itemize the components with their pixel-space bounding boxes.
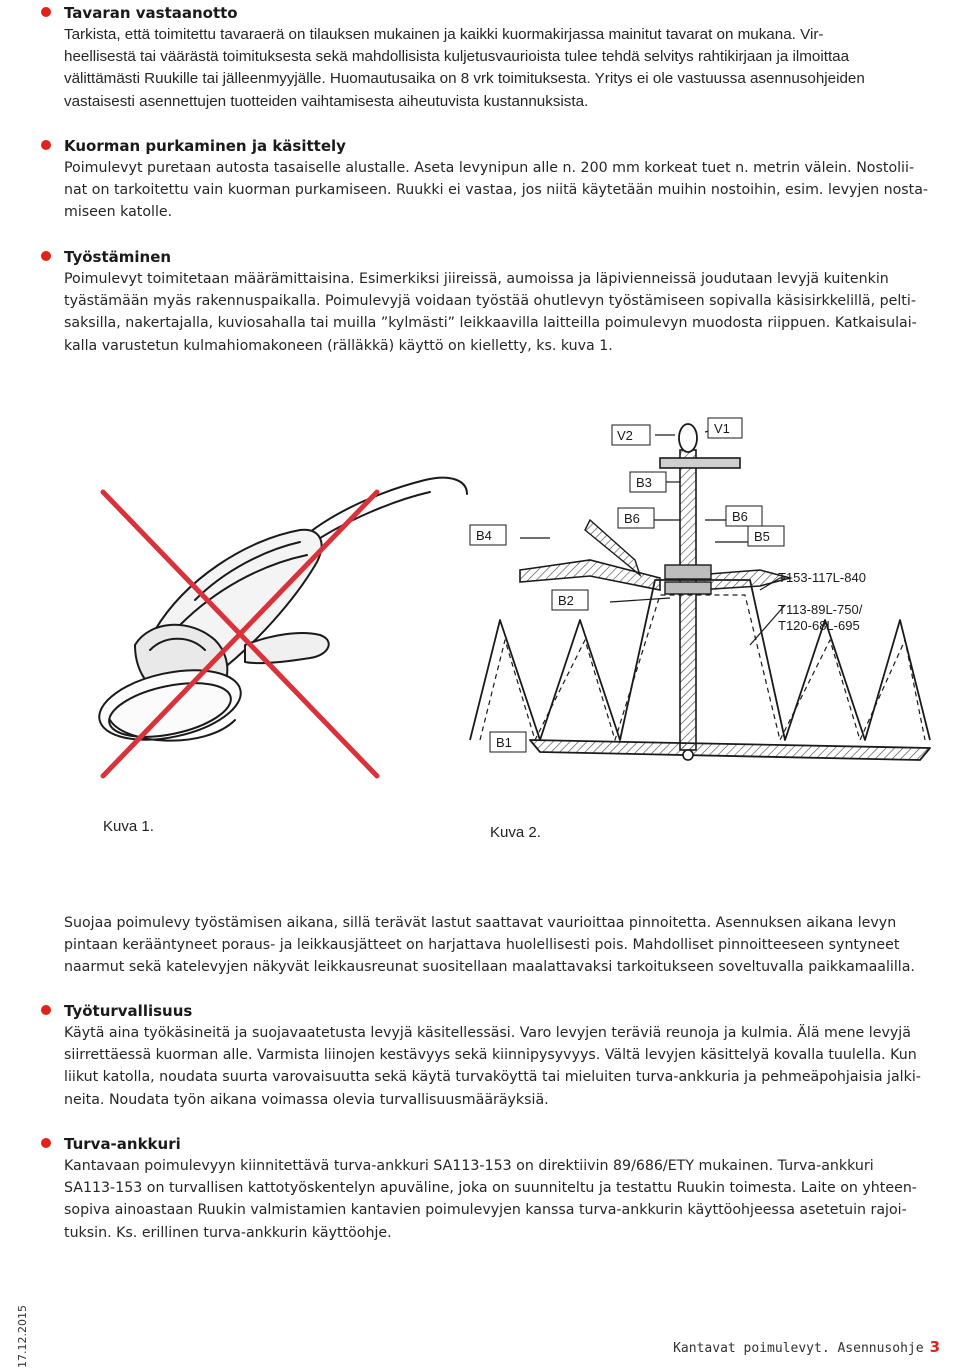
section-kuorman-purkaminen bbox=[64, 135, 944, 224]
section-header bbox=[64, 1133, 944, 1155]
section-tyoturvallisuus bbox=[64, 1000, 944, 1111]
base-plate bbox=[530, 740, 930, 760]
text-line: vastaisesti asennettujen tuotteiden vaihtamisesta aiheutuvista kustannuksista. bbox=[64, 92, 589, 110]
text-line: naarmut sekä katelevyjen näkyvät leikkausreunat suositellaan maalattavaksi tarkoitukseen soveltuvalla paikkamaalilla. bbox=[64, 959, 915, 976]
page-footer bbox=[673, 1338, 940, 1356]
label-b1: B1 bbox=[496, 735, 512, 750]
text-line: Suojaa poimulevy työstämisen aikana, sillä terävät lastut saattavat vaurioittaa pinnoitetta. Asennuksen aikana levyn bbox=[64, 915, 897, 931]
section-header bbox=[64, 135, 944, 157]
section-header bbox=[64, 1000, 944, 1022]
figure-2-caption: Kuva 2. bbox=[490, 824, 541, 841]
page-number: 3 bbox=[929, 1338, 940, 1356]
text-line: välittämästi Ruukille tai jälleenmyyjälle. Huomautusaika on 8 vrk toimituksesta. Yritys ei ole vastuussa asennusohjeiden bbox=[64, 70, 865, 88]
text-line: sopiva ainoastaan Ruukin valmistamien kantavien poimulevyjen kanssa turva-ankkurin käyttöohjeessa asetetuin rajoi- bbox=[64, 1202, 907, 1219]
top-bar bbox=[660, 458, 740, 468]
label-b2: B2 bbox=[558, 593, 574, 608]
figure-2-anchor-drawing bbox=[460, 410, 940, 780]
label-b6-left: B6 bbox=[624, 511, 640, 526]
label-b3: B3 bbox=[636, 475, 652, 490]
bullet-icon bbox=[41, 251, 51, 261]
text-line: kalla varustetun kulmahiomakoneen (rälläkkä) käyttö on kielletty, ks. kuva 1. bbox=[64, 337, 613, 354]
text-line: liikut katolla, noudata suurta varovaisuutta sekä käytä turvaköyttä tai mieluiten turva-ankkuria ja pehmeäpohjaisia jalki- bbox=[64, 1069, 921, 1086]
text-line: Poimulevyt puretaan autosta tasaiselle alustalle. Aseta levynipun alle n. 200 mm korkeat tuet n. metrin välein. Nostolii- bbox=[64, 160, 915, 176]
label-b5: B5 bbox=[754, 529, 770, 544]
section-body bbox=[64, 912, 944, 979]
text-line: siirrettäessä kuorman alle. Varmista liinojen kestävyys sekä kiinnipysyvyys. Vältä levyjen käsittelyä kovalla tuulella. Kun bbox=[64, 1047, 917, 1064]
section-header bbox=[64, 2, 944, 24]
section-header bbox=[64, 246, 944, 268]
section-suojaa bbox=[64, 912, 944, 979]
bullet-icon bbox=[41, 140, 51, 150]
section-title: Työstäminen bbox=[64, 248, 172, 266]
label-b4: B4 bbox=[476, 528, 492, 543]
label-v1: V1 bbox=[714, 421, 730, 436]
section-title: Turva-ankkuri bbox=[64, 1135, 181, 1153]
bullet-icon bbox=[41, 1138, 51, 1148]
text-line: heellisestä tai väärästä toimituksesta sekä mahdollisista kuljetusvaurioista tulee tehdä selvitys rahtikirjaan ja ilmoittaa bbox=[64, 48, 850, 66]
label-b6-right: B6 bbox=[732, 509, 748, 524]
label-t153: T153-117L-840 bbox=[778, 570, 866, 585]
text-line: pintaan kerääntyneet poraus- ja leikkausjätteet on harjattava huolellisesti pois. Mahdolliset pinnoitteeseen syntyneet bbox=[64, 937, 900, 954]
footer-doc-title: Kantavat poimulevyt. Asennusohje bbox=[673, 1341, 924, 1356]
section-title: Kuorman purkaminen ja käsittely bbox=[64, 137, 346, 155]
label-t120: T120-68L-695 bbox=[778, 618, 860, 633]
section-tavaran-vastaanotto bbox=[64, 2, 944, 113]
angle-grinder-icon bbox=[95, 478, 467, 752]
label-t113: T113-89L-750/ bbox=[778, 602, 863, 617]
text-line: Käytä aina työkäsineitä ja suojavaatetusta levyjä käsitellessäsi. Varo levyjen teräviä reunoja ja kulmia. Älä mene levyjä bbox=[64, 1025, 911, 1041]
section-body bbox=[64, 268, 944, 357]
text-line: neita. Noudata työn aikana voimassa olevia turvallisuusmääräyksiä. bbox=[64, 1091, 549, 1108]
text-line: tuksin. Ks. erillinen turva-ankkurin käyttöohje. bbox=[64, 1224, 392, 1241]
text-line: tyästämään myäs rakennuspaikalla. Poimulevyjä voidaan työstää ohutlevyn työstämiseen sopivalla käsisirkkelillä, pelti- bbox=[64, 293, 916, 310]
bullet-icon bbox=[41, 7, 51, 17]
section-body bbox=[64, 24, 944, 113]
text-line: SA113-153 on turvallisen kattotyöskentelyn apuväline, joka on suunniteltu ja testattu Ruukin toimesta. Laite on yhteen- bbox=[64, 1180, 917, 1197]
section-tyostaminen bbox=[64, 246, 944, 357]
text-line: Kantavaan poimulevyyn kiinnitettävä turva-ankkuri SA113-153 on direktiivin 89/686/ETY mukainen. Turva-ankkuri bbox=[64, 1158, 874, 1174]
text-line: miseen katolle. bbox=[64, 204, 173, 221]
section-body bbox=[64, 1155, 944, 1244]
section-title: Tavaran vastaanotto bbox=[64, 4, 238, 22]
text-line: saksilla, nakertajalla, kuviosahalla tai muilla ”kylmästi” leikkaavilla laitteilla poimulevyn muodosta riippuen. Katkaisulai- bbox=[64, 315, 917, 332]
bullet-icon bbox=[41, 1005, 51, 1015]
figure-1-caption: Kuva 1. bbox=[103, 818, 154, 835]
anchor-rod bbox=[680, 450, 696, 750]
text-line: nat on tarkoitettu vain kuorman purkamiseen. Ruukki ei vastaa, jos niitä käytetään muihin nostoihin, esim. levyjen nosta- bbox=[64, 182, 929, 199]
label-v2: V2 bbox=[617, 428, 633, 443]
section-body bbox=[64, 157, 944, 224]
date-stamp: 17.12.2015 bbox=[16, 1305, 29, 1368]
text-line: Tarkista, että toimitettu tavaraerä on tilauksen mukainen ja kaikki kuormakirjassa mainitut tavarat on mukana. Vir- bbox=[64, 26, 824, 43]
figure-1-angle-grinder bbox=[95, 470, 475, 810]
section-title: Työturvallisuus bbox=[64, 1002, 193, 1020]
section-turva-ankkuri bbox=[64, 1133, 944, 1244]
text-line: Poimulevyt toimitetaan määrämittaisina. Esimerkiksi jiireissä, aumoissa ja läpivienneissä joudutaan levyjä kuitenkin bbox=[64, 271, 889, 287]
section-body bbox=[64, 1022, 944, 1111]
